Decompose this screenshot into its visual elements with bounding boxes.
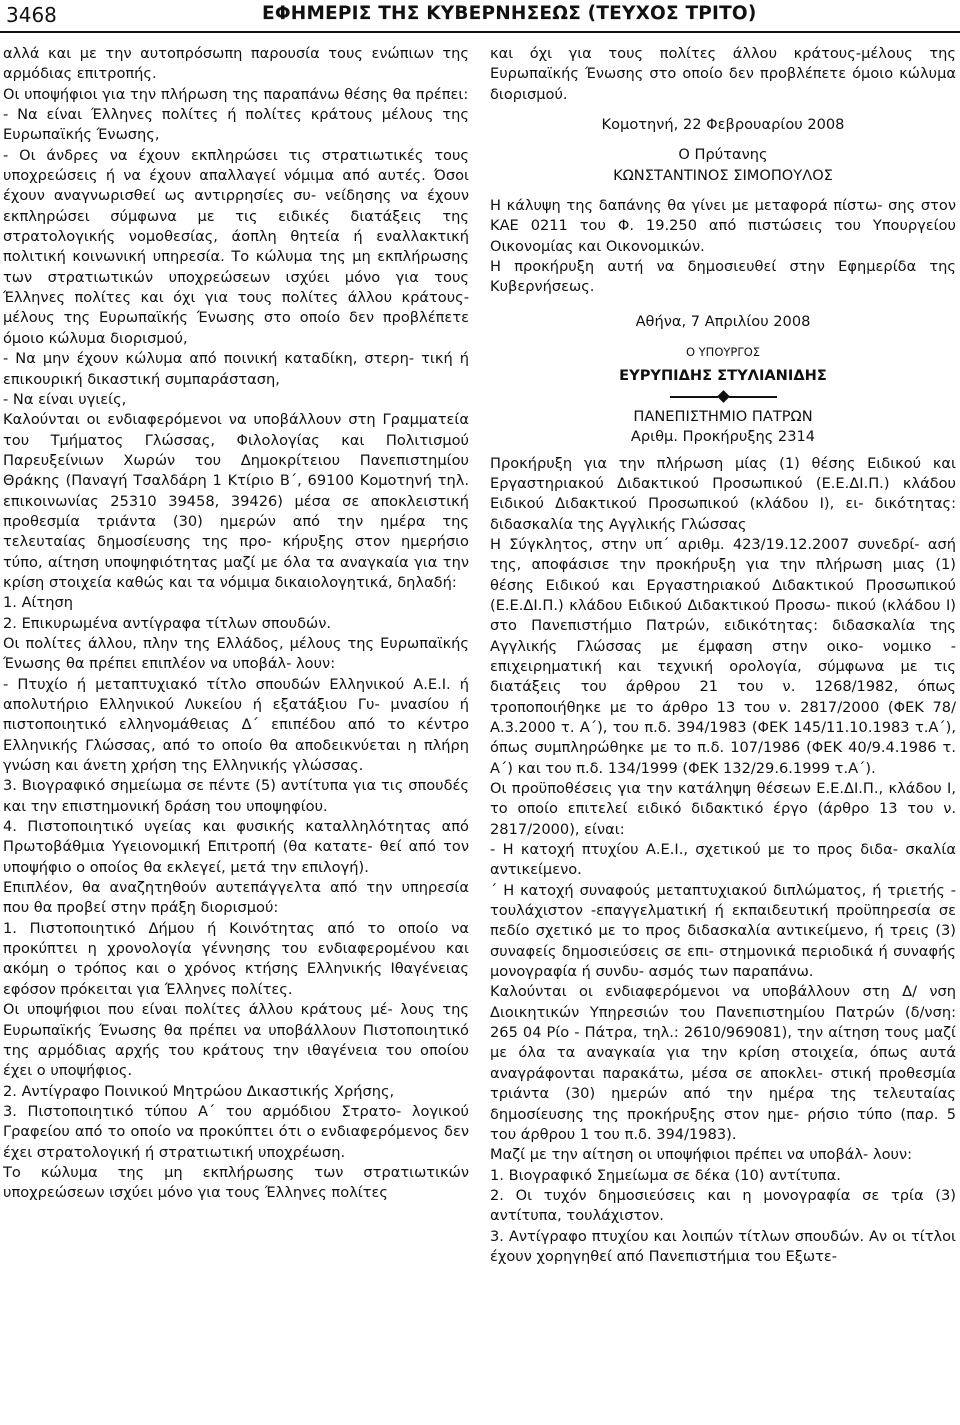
paragraph: 2. Αντίγραφο Ποινικού Μητρώου Δικαστικής Χρήσης,: [3, 1082, 395, 1100]
paragraph: και όχι για τους πολίτες άλλου κράτους-μέλους της Ευρωπαϊκής Ένωσης στο οποίο δεν προβλέπετε όμοιο κώλυμα διορισμού.: [490, 45, 956, 103]
university-name: ΠΑΝΕΠΙΣΤΗΜΙΟ ΠΑΤΡΩΝ: [633, 407, 813, 425]
diamond-icon: [717, 390, 730, 403]
place-date: Αθήνα, 7 Απριλίου 2008: [635, 312, 811, 330]
section-separator: [490, 387, 956, 407]
paragraph: 3. Πιστοποιητικό τύπου Α΄ του αρμόδιου Στρατο- λογικού Γραφείου από το οποίο να προκύπτει ότι ο ενδιαφερόμενος δεν έχει στρατολογική ή στρατιωτική υποχρέωση.: [3, 1102, 469, 1161]
paragraph: Μαζί με την αίτηση οι υποψήφιοι πρέπει να υποβάλ- λουν:: [490, 1146, 913, 1164]
paragraph: ΄ Η κατοχή συναφούς μεταπτυχιακού διπλώματος, ή τριετής - τουλάχιστον -επαγγελματική ή εκπαιδευτική προϋπηρεσία σε πεδίο σχετικό με το προς διδασκαλία αντικείμενο, ή τρεις (3) συναφείς δημοσιεύσεις σε επι- στημονικά περιοδικά ή συναφής μονογραφία ή συνδυ- ασμός των παραπάνω.: [490, 881, 956, 981]
paragraph: Το κώλυμα της μη εκπλήρωσης των στρατιωτικών υποχρεώσεων ισχύει μόνο για τους Έλληνες πολίτες: [3, 1163, 469, 1202]
paragraph: Επιπλέον, θα αναζητηθούν αυτεπάγγελτα από την υπηρεσία που θα προβεί στην πράξη διορισμού:: [3, 879, 469, 917]
signer-role: Ο Πρύτανης: [678, 146, 768, 164]
page-number: 3468: [6, 3, 57, 27]
left-column: [3, 44, 469, 1204]
minister-role: Ο ΥΠΟΥΡΓΟΣ: [685, 345, 761, 360]
paragraph: Οι υποψήφιοι για την πλήρωση της παραπάνω θέσης θα πρέπει:: [3, 85, 469, 103]
paragraph: - Να είναι Έλληνες πολίτες ή πολίτες κράτους μέλους της Ευρωπαϊκής Ένωσης,: [3, 106, 469, 144]
paragraph: 1. Πιστοποιητικό Δήμου ή Κοινότητας από το οποίο να προκύπτει η χρονολογία γέννησης του ενδιαφερομένου και ακόμη ο τρόπος και ο χρόνος κτήσης Ελληνικής Ιθαγένειας εφόσον πρόκειται για Έλληνες πολίτες.: [3, 919, 469, 998]
header-divider: [0, 31, 960, 33]
paragraph: Η κάλυψη της δαπάνης θα γίνει με μεταφορά πίστω- σης στον ΚΑΕ 0211 του Φ. 19.250 από πιστώσεις του Υπουργείου Οικονομίας και Οικονομικών.: [490, 197, 956, 255]
paragraph: Καλούνται οι ενδιαφερόμενοι να υποβάλλουν στη Δ/ νση Διοικητικών Υπηρεσιών του Πανεπιστημίου Πατρών (δ/νση: 265 04 Ρίο - Πάτρα, τηλ.: 2610/969081), την αίτηση τους μαζί με όλα τα αναγκαία για την κρίση στοιχεία, όπως αυτά αναγράφονται παρακάτω, μέσα σε αποκλει- στική προθεσμία τριάντα (30) ημερών από την ημέρα της τελευταίας δημοσίευσης της προκήρυξης στον ημε- ρήσιο τύπο (παρ. 5 του άρθρου 1 του π.δ. 394/1983).: [490, 983, 956, 1143]
paragraph: - Να μην έχουν κώλυμα από ποινική καταδίκη, στερη- τική ή επικουρική δικαστική συμπαράσταση,: [3, 350, 469, 388]
paragraph: 3. Αντίγραφο πτυχίου και λοιπών τίτλων σπουδών. Αν οι τίτλοι έχουν χορηγηθεί από Πανεπιστήμια του Εξωτε-: [490, 1227, 956, 1265]
separator-line: [670, 396, 718, 398]
paragraph: Η προκήρυξη αυτή να δημοσιευθεί στην Εφημερίδα της Κυβερνήσεως.: [490, 258, 956, 296]
paragraph: - Να είναι υγιείς,: [3, 390, 127, 408]
signer-name: ΚΩΝΣΤΑΝΤΙΝΟΣ ΣΙΜΟΠΟΥΛΟΣ: [613, 166, 833, 184]
separator-line: [729, 396, 777, 398]
paragraph: 3. Βιογραφικό σημείωμα σε πέντε (5) αντίτυπα για τις σπουδές και την επιστημονική δράση του υποψηφίου.: [3, 777, 469, 815]
paragraph: 1. Βιογραφικό Σημείωμα σε δέκα (10) αντίτυπα.: [490, 1166, 841, 1184]
page-header: [0, 0, 960, 32]
paragraph: - Πτυχίο ή μεταπτυχιακό τίτλο σπουδών Ελληνικού Α.Ε.Ι. ή απολυτήριο Ελληνικού Λυκείου ή εξατάξιου Γυ- μνασίου ή πιστοποιητικό ελληνομάθειας Δ΄ επιπέδου από το κέντρο Ελληνικής Γλώσσας, από το οποίο θα αποδεικνύεται η πλήρη γνώση και άνετη χρήση της Ελληνικής γλώσσας.: [3, 675, 469, 775]
paragraph: Οι πολίτες άλλου, πλην της Ελλάδος, μέλους της Ευρωπαϊκής Ένωσης θα πρέπει επιπλέον να υποβάλ- λουν:: [3, 634, 469, 673]
gazette-title: ΕΦΗΜΕΡΙΣ ΤΗΣ ΚΥΒΕΡΝΗΣΕΩΣ (ΤΕΥΧΟΣ ΤΡΙΤΟ): [262, 3, 757, 24]
paragraph: Προκήρυξη για την πλήρωση μίας (1) θέσης Ειδικού και Εργαστηριακού Διδακτικού Προσωπικού (Ε.Ε.ΔΙ.Π.) κλάδου Ειδικού Διδακτικού Προσωπικού (κλάδου Ι), ει- δικότητας: διδασκαλία της Αγγλικής Γλώσσας: [490, 454, 956, 533]
paragraph: Οι υποψήφιοι που είναι πολίτες άλλου κράτους μέ- λους της Ευρωπαϊκής Ένωσης θα πρέπει να υποβάλλουν Πιστοποιητικό της αρμόδιας αρχής του κράτους την ιθαγένεια του οποίου έχει ο υποψήφιος.: [3, 1001, 469, 1080]
paragraph: Καλούνται οι ενδιαφερόμενοι να υποβάλλουν στη Γραμματεία του Τμήματος Γλώσσας, Φιλολογίας και Πολιτισμού Παρευξείνιων Χωρών του Δημοκρίτειου Πανεπιστημίου Θράκης (Παναγή Τσαλδάρη 1 Κτίριο Β΄, 69100 Κομοτηνή τηλ. επικοινωνίας 25310 39458, 39426) μέσα σε αποκλειστική προθεσμία τριάντα (30) ημερών από την ημέρα της τελευταίας δημοσίευσης της προ- κήρυξης στον ημερήσιο τύπο, αίτηση υποψηφιότητας μαζί με όλα τα αναγκαία για την κρίση στοιχεία καθώς και τα νόμιμα δικαιολογητικά, δηλαδή:: [3, 411, 469, 591]
announcement-number: Αριθμ. Προκήρυξης 2314: [630, 428, 816, 446]
paragraph: Οι προϋποθέσεις για την κατάληψη θέσεων Ε.Ε.ΔΙ.Π., κλάδου Ι, το οποίο επιτελεί ειδικό διδακτικό έργο (άρθρο 13 του ν. 2817/2000), είναι:: [490, 780, 956, 838]
right-column: [490, 44, 956, 1267]
paragraph: 2. Επικυρωμένα αντίγραφα τίτλων σπουδών.: [3, 614, 332, 632]
paragraph: 4. Πιστοποιητικό υγείας και φυσικής καταλληλότητας από Πρωτοβάθμια Υγειονομική Επιτροπή (θα κατατε- θεί από τον υποψήφιο ο οποίος θα εκλεγεί, μετά την επιλογή).: [3, 818, 469, 876]
paragraph: αλλά και με την αυτοπρόσωπη παρουσία τους ενώπιων της αρμόδιας επιτροπής.: [3, 45, 469, 83]
paragraph: - Οι άνδρες να έχουν εκπληρώσει τις στρατιωτικές τους υποχρεώσεις ή να έχουν απαλλαγεί νόμιμα από αυτές. Όσοι έχουν αναγνωρισθεί ως αντιρρησίες συ- νείδησης να έχουν εκπληρώσει σύμφωνα με τις ειδικές διατάξεις της στρατολογικής νομοθεσίας, άοπλη θητεία ή εναλλακτική πολιτική κοινωνική υπηρεσία. Το κώλυμα της μη εκπλήρωσης των στρατιωτικών υποχρεώσεων ισχύει μόνο για τους Έλληνες πολίτες και όχι για τους πολίτες άλλου κράτους-μέλους της Ευρωπαϊκής Ένωσης στο οποίο δεν προβλέπετε όμοιο κώλυμα διορισμού,: [3, 146, 469, 347]
paragraph: Η Σύγκλητος, στην υπ΄ αριθμ. 423/19.12.2007 συνεδρί- ασή της, αποφάσισε την προκήρυξη για την πλήρωση μιας (1) θέσης Ειδικού και Εργαστηριακού Διδακτικού Προσωπικού (Ε.Ε.ΔΙ.Π.) κλάδου Ειδικού Διδακτικού Προσω- πικού (κλάδου Ι) στο Πανεπιστήμιο Πατρών, ειδικότητας: διδασκαλία της Αγγλικής Γλώσσας με έμφαση στην οικο- νομικο - επιχειρηματική και τεχνική ορολογία, σύμφωνα με τις διατάξεις του άρθρου 21 του ν. 1268/1982, όπως τροποποιήθηκε με το άρθρο 13 του ν. 2817/2000 (ΦΕΚ 78/Α.3.2000 τ. Α΄), του π.δ. 394/1983 (ΦΕΚ 145/11.10.1983 τ.Α΄), όπως συμπληρώθηκε με το π.δ. 107/1986 (ΦΕΚ 40/9.4.1986 τ. Α΄) και του π.δ. 134/1999 (ΦΕΚ 132/29.6.1999 τ.Α΄).: [490, 535, 956, 777]
place-date: Κομοτηνή, 22 Φεβρουαρίου 2008: [601, 116, 845, 134]
paragraph: 1. Αίτηση: [3, 594, 74, 612]
paragraph: 2. Οι τυχόν δημοσιεύσεις και η μονογραφία σε τρία (3) αντίτυπα, τουλάχιστον.: [490, 1186, 956, 1225]
minister-name: ΕΥΡΥΠΙΔΗΣ ΣΤΥΛΙΑΝΙΔΗΣ: [619, 367, 827, 385]
paragraph: - Η κατοχή πτυχίου Α.Ε.Ι., σχετικού με το προς διδα- σκαλία αντικείμενο.: [490, 841, 956, 879]
